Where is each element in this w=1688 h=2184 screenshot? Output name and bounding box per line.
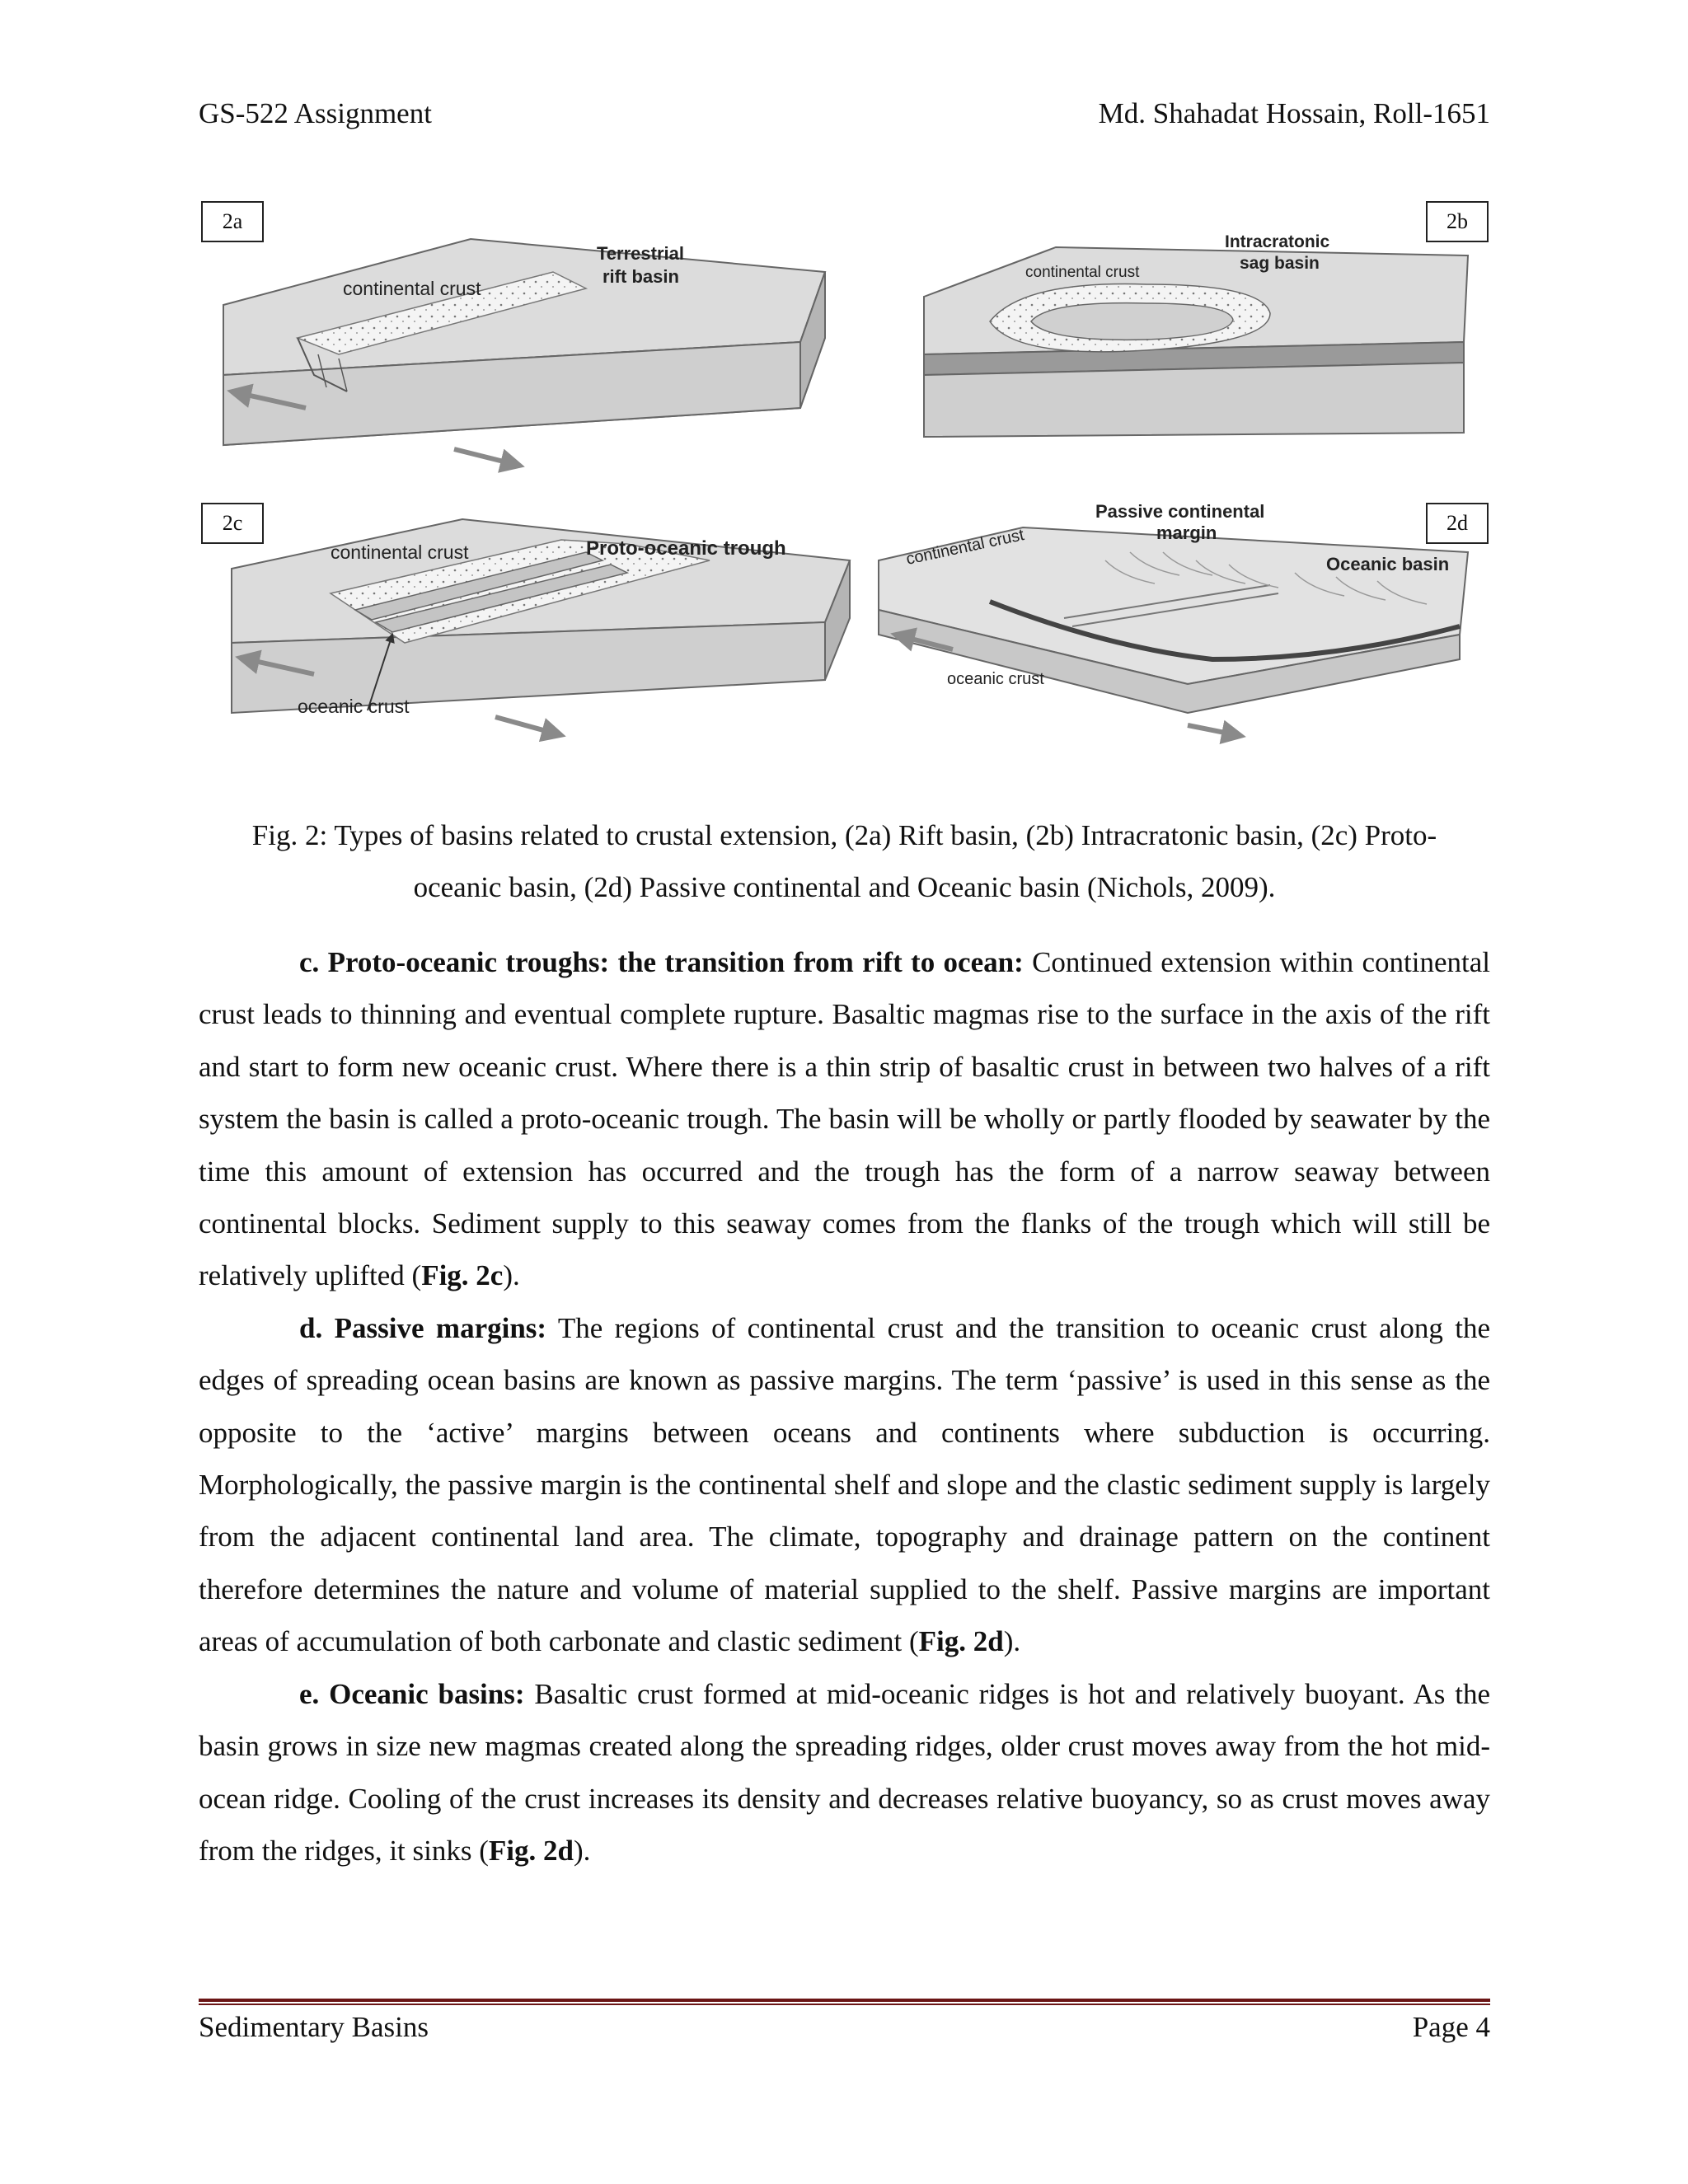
paragraph-d	[199, 1302, 1490, 1668]
paragraph-c-end: ).	[503, 1259, 520, 1292]
panel-2a-tag: 2a	[201, 201, 264, 242]
paragraph-c-figure-ref: Fig. 2c	[421, 1259, 504, 1292]
panel-2d-oceanic-label: oceanic crust	[947, 670, 1044, 688]
panel-2b-tag: 2b	[1426, 201, 1489, 242]
panel-2a-diagram	[223, 239, 825, 466]
figure-2	[199, 198, 1491, 775]
paragraph-d-figure-ref: Fig. 2d	[918, 1625, 1004, 1658]
panel-2a-crust-label: continental crust	[343, 278, 481, 299]
panel-2a-title-line2: rift basin	[603, 266, 679, 287]
panel-2b-title-line2: sag basin	[1240, 254, 1320, 273]
panel-2b-diagram	[924, 247, 1468, 437]
body-text	[199, 936, 1490, 1877]
paragraph-d-end: ).	[1003, 1625, 1021, 1658]
caption-line-2: oceanic basin, (2d) Passive continental and Oceanic basin (Nichols, 2009).	[413, 871, 1276, 903]
panel-2c-oceanic-label: oceanic crust	[298, 696, 410, 717]
paragraph-e-heading: e. Oceanic basins:	[299, 1677, 525, 1710]
panel-2c-crust-label: continental crust	[331, 541, 469, 563]
caption-line-1: Fig. 2: Types of basins related to crustal extension, (2a) Rift basin, (2b) Intracratonic basin, (2c) Proto-	[251, 819, 1437, 851]
panel-2d-title-line2: margin	[1156, 523, 1217, 543]
paragraph-c-heading: c. Proto-oceanic troughs: the transition from rift to ocean:	[299, 946, 1024, 978]
panel-2d-oceanic-basin-label: Oceanic basin	[1326, 554, 1450, 574]
paragraph-c-text: Continued extension within continental crust leads to thinning and eventual complete rupture. Basaltic magmas rise to the surface in the axis of the rift and start to form new oceanic crust. Where there is a thin strip of basaltic crust in between two halves of a rift system the basin is called a proto-oceanic trough. The basin will be wholly or partly flooded by seawater by the time this amount of extension has occurred and the trough has the form of a narrow seaway between continental blocks. Sediment supply to this seaway comes from the flanks of the trough which will still be relatively uplifted (	[199, 946, 1491, 1292]
panel-2c-tag: 2c	[201, 503, 264, 544]
paragraph-e-figure-ref: Fig. 2d	[488, 1834, 574, 1867]
paragraph-d-heading: d. Passive margins:	[299, 1311, 547, 1344]
header-course: GS-522 Assignment	[199, 97, 432, 129]
page-footer	[199, 2011, 1490, 2044]
footer-title: Sedimentary Basins	[199, 2011, 429, 2043]
figure-2-illustration	[199, 198, 1491, 775]
panel-2b-title-line1: Intracratonic	[1225, 232, 1330, 251]
paragraph-e	[199, 1668, 1490, 1877]
paragraph-c	[199, 936, 1490, 1302]
paragraph-d-text: The regions of continental crust and the transition to oceanic crust along the edges of spreading ocean basins are known as passive margins. The term ‘passive’ is used in this sense as the opposite to the ‘active’ margins between oceans and continents where subduction is occurring. Morphologically, the passive margin is the continental shelf and slope and the clastic sediment supply is largely from the adjacent continental land area. The climate, topography and drainage pattern on the continent therefore determines the nature and volume of material supplied to the shelf. Passive margins are important areas of accumulation of both carbonate and clastic sediment (	[199, 1311, 1490, 1658]
page-number: Page 4	[1412, 2011, 1490, 2043]
paragraph-e-end: ).	[573, 1834, 591, 1867]
panel-2d-title-line1: Passive continental	[1095, 501, 1265, 522]
footer-divider	[199, 1999, 1490, 2007]
panel-2b-crust-label: continental crust	[1025, 264, 1140, 281]
page-header	[199, 97, 1490, 130]
header-author: Md. Shahadat Hossain, Roll-1651	[1098, 97, 1490, 129]
paragraph-e-text: Basaltic crust formed at mid-oceanic ridges is hot and relatively buoyant. As the basin grows in size new magmas created along the spreading ridges, older crust moves away from the hot mid-ocean ridge. Cooling of the crust increases its density and decreases relative buoyancy, so as crust moves away from the ridges, it sinks (	[199, 1677, 1490, 1867]
panel-2c-title: Proto-oceanic trough	[586, 537, 786, 560]
panel-2d-crust-label: continental crust	[904, 526, 1026, 569]
figure-caption	[199, 809, 1490, 913]
panel-2d-tag: 2d	[1426, 503, 1489, 544]
panel-2a-title-line1: Terrestrial	[597, 243, 684, 264]
